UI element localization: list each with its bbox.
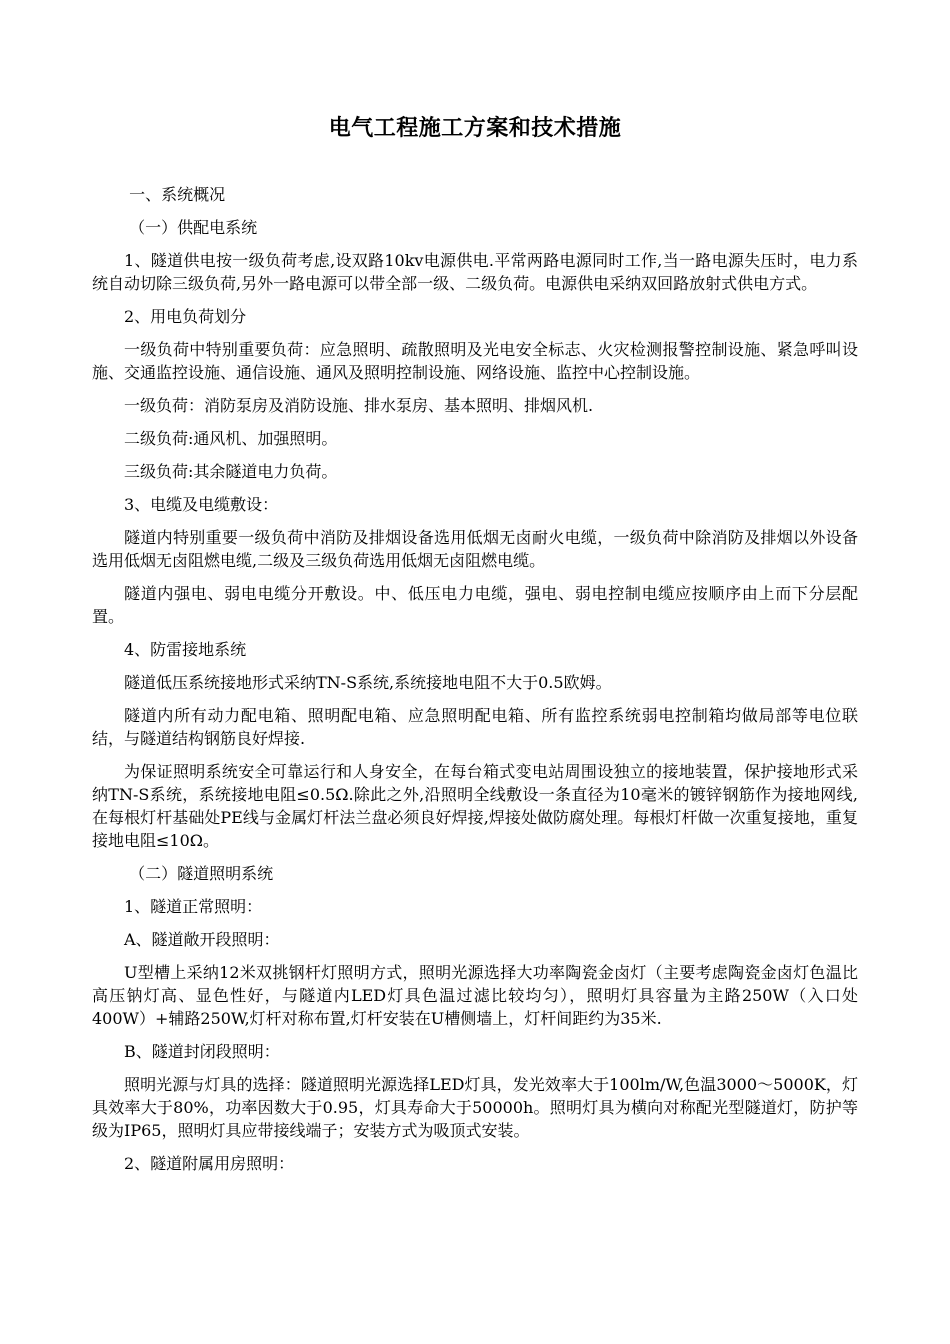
paragraph: 为保证照明系统安全可靠运行和人身安全，在每台箱式变电站周围设独立的接地装置，保护接地形式采纳TN-S系统，系统接地电阻≤0.5Ω.除此之外,沿照明全线敷设一条直径为10毫米的镀锌钢筋作为接地网线,在每根灯杆基础处PE线与金属灯杆法兰盘必须良好焊接,焊接处做防腐处理。每根灯杆做一次重复接地，重复接地电阻≤10Ω。 — [92, 762, 858, 850]
item-heading: B、隧道封闭段照明： — [124, 1042, 280, 1061]
paragraph: 照明光源与灯具的选择：隧道照明光源选择LED灯具，发光效率大于100lm/W,色温3000～5000K，灯具效率大于80%，功率因数大于0.95，灯具寿命大于50000h。照明灯具为横向对称配光型隧道灯，防护等级为IP65，照明灯具应带接线端子；安装方式为吸顶式安装。 — [92, 1075, 858, 1140]
item-heading: 3、电缆及电缆敷设： — [124, 495, 279, 514]
paragraph: 1、隧道供电按一级负荷考虑,设双路10kv电源供电.平常两路电源同时工作,当一路电源失压时，电力系统自动切除三级负荷,另外一路电源可以带全部一级、二级负荷。电源供电采纳双回路放射式供电方式。 — [92, 251, 858, 293]
paragraph: 隧道内所有动力配电箱、照明配电箱、应急照明配电箱、所有监控系统弱电控制箱均做局部等电位联结，与隧道结构钢筋良好焊接. — [92, 706, 858, 748]
item-heading: 2、隧道附属用房照明： — [124, 1154, 295, 1173]
section-heading: 一、系统概况 — [124, 185, 226, 204]
paragraph: 三级负荷:其余隧道电力负荷。 — [124, 462, 338, 481]
paragraph: 隧道内特别重要一级负荷中消防及排烟设备选用低烟无卤耐火电缆，一级负荷中除消防及排烟以外设备选用低烟无卤阻燃电缆,二级及三级负荷选用低烟无卤阻燃电缆。 — [92, 528, 858, 570]
document-body — [92, 178, 858, 1185]
paragraph: 隧道低压系统接地形式采纳TN-S系统,系统接地电阻不大于0.5欧姆。 — [124, 673, 612, 692]
paragraph: 一级负荷中特别重要负荷：应急照明、疏散照明及光电安全标志、火灾检测报警控制设施、紧急呼叫设施、交通监控设施、通信设施、通风及照明控制设施、网络设施、监控中心控制设施。 — [92, 340, 858, 382]
item-heading: 2、用电负荷划分 — [124, 307, 247, 326]
paragraph: 隧道内强电、弱电电缆分开敷设。中、低压电力电缆，强电、弱电控制电缆应按顺序由上而下分层配置。 — [92, 584, 858, 626]
paragraph: 二级负荷:通风机、加强照明。 — [124, 429, 338, 448]
paragraph: 一级负荷：消防泵房及消防设施、排水泵房、基本照明、排烟风机. — [124, 396, 594, 415]
paragraph: U型槽上采纳12米双挑钢杆灯照明方式，照明光源选择大功率陶瓷金卤灯（主要考虑陶瓷金卤灯色温比高压钠灯高、显色性好，与隧道内LED灯具色温过滤比较均匀），照明灯具容量为主路250W（入口处400W）+辅路250W,灯杆对称布置,灯杆安装在U槽侧墙上，灯杆间距约为35米. — [92, 963, 858, 1028]
subsection-heading: （一）供配电系统 — [124, 218, 258, 237]
item-heading: 4、防雷接地系统 — [124, 640, 247, 659]
item-heading: A、隧道敞开段照明： — [124, 930, 280, 949]
document-title: 电气工程施工方案和技术措施 — [328, 116, 622, 141]
subsection-heading: （二）隧道照明系统 — [124, 864, 274, 883]
item-heading: 1、隧道正常照明： — [124, 897, 263, 916]
